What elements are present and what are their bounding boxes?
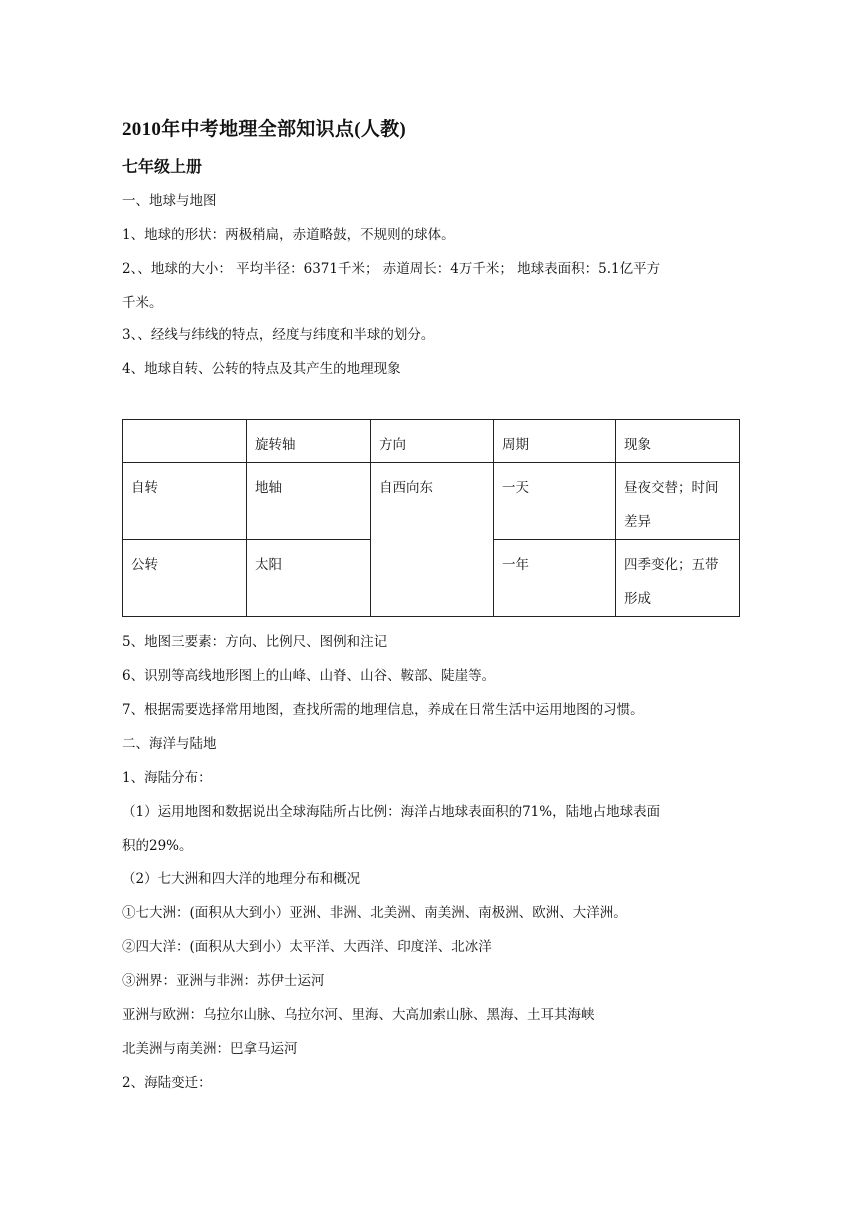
section-heading-earth-and-map: 一、地球与地图	[122, 193, 217, 209]
paragraph-line: ②四大洋：(面积从大到小）太平洋、大西洋、印度洋、北冰洋	[122, 939, 492, 955]
table-cell: 一天	[494, 463, 616, 540]
paragraph-line: 亚洲与欧洲：乌拉尔山脉、乌拉尔河、里海、大高加索山脉、黑海、土耳其海峡	[122, 1007, 595, 1023]
page-title: 2010年中考地理全部知识点(人教)	[122, 119, 407, 140]
paragraph-line: 积的29%。	[122, 838, 193, 854]
table-cell: 四季变化；五带形成	[616, 540, 740, 617]
table-row	[123, 463, 740, 540]
paragraph-line: （2）七大洲和四大洋的地理分布和概况	[122, 871, 361, 887]
paragraph-line: 1、地球的形状：两极稍扁，赤道略鼓，不规则的球体。	[122, 227, 455, 243]
table-cell: 自转	[123, 463, 247, 540]
paragraph-line: 4、地球自转、公转的特点及其产生的地理现象	[122, 361, 401, 377]
table-cell: 公转	[123, 540, 247, 617]
paragraph-line: （1）运用地图和数据说出全球海陆所占比例：海洋占地球表面积的71%，陆地占地球表面	[122, 804, 661, 820]
paragraph-line: 7、根据需要选择常用地图，查找所需的地理信息，养成在日常生活中运用地图的习惯。	[122, 702, 644, 718]
table-header-cell: 方向	[371, 420, 494, 463]
paragraph-line: 北美洲与南美洲：巴拿马运河	[122, 1041, 298, 1057]
paragraph-line: 2、海陆变迁：	[122, 1075, 212, 1091]
paragraph-line: 2、、地球的大小： 平均半径：6371千米； 赤道周长：4万千米； 地球表面积：5.1亿平方	[122, 261, 661, 277]
table-cell: 自西向东	[371, 463, 494, 617]
paragraph-line: 1、海陆分布：	[122, 770, 212, 786]
table-cell: 太阳	[247, 540, 371, 617]
paragraph-line: ①七大洲：(面积从大到小）亚洲、非洲、北美洲、南美洲、南极洲、欧洲、大洋洲。	[122, 905, 627, 921]
table-header-cell: 旋转轴	[247, 420, 371, 463]
grade-heading: 七年级上册	[122, 157, 203, 176]
table-cell: 地轴	[247, 463, 371, 540]
table-header-cell	[123, 420, 247, 463]
paragraph-line: 3、、经线与纬线的特点，经度与纬度和半球的划分。	[122, 327, 435, 343]
paragraph-line: 6、识别等高线地形图上的山峰、山脊、山谷、鞍部、陡崖等。	[122, 668, 496, 684]
rotation-revolution-table	[122, 419, 740, 617]
table-header-cell: 周期	[494, 420, 616, 463]
table-header-cell: 现象	[616, 420, 740, 463]
paragraph-line: ③洲界：亚洲与非洲：苏伊士运河	[122, 973, 325, 989]
section-heading-ocean-and-land: 二、海洋与陆地	[122, 736, 217, 752]
table-cell: 昼夜交替；时间差异	[616, 463, 740, 540]
table-header-row	[123, 420, 740, 463]
table-cell: 一年	[494, 540, 616, 617]
paragraph-line: 千米。	[122, 295, 163, 311]
paragraph-line: 5、地图三要素：方向、比例尺、图例和注记	[122, 634, 388, 650]
